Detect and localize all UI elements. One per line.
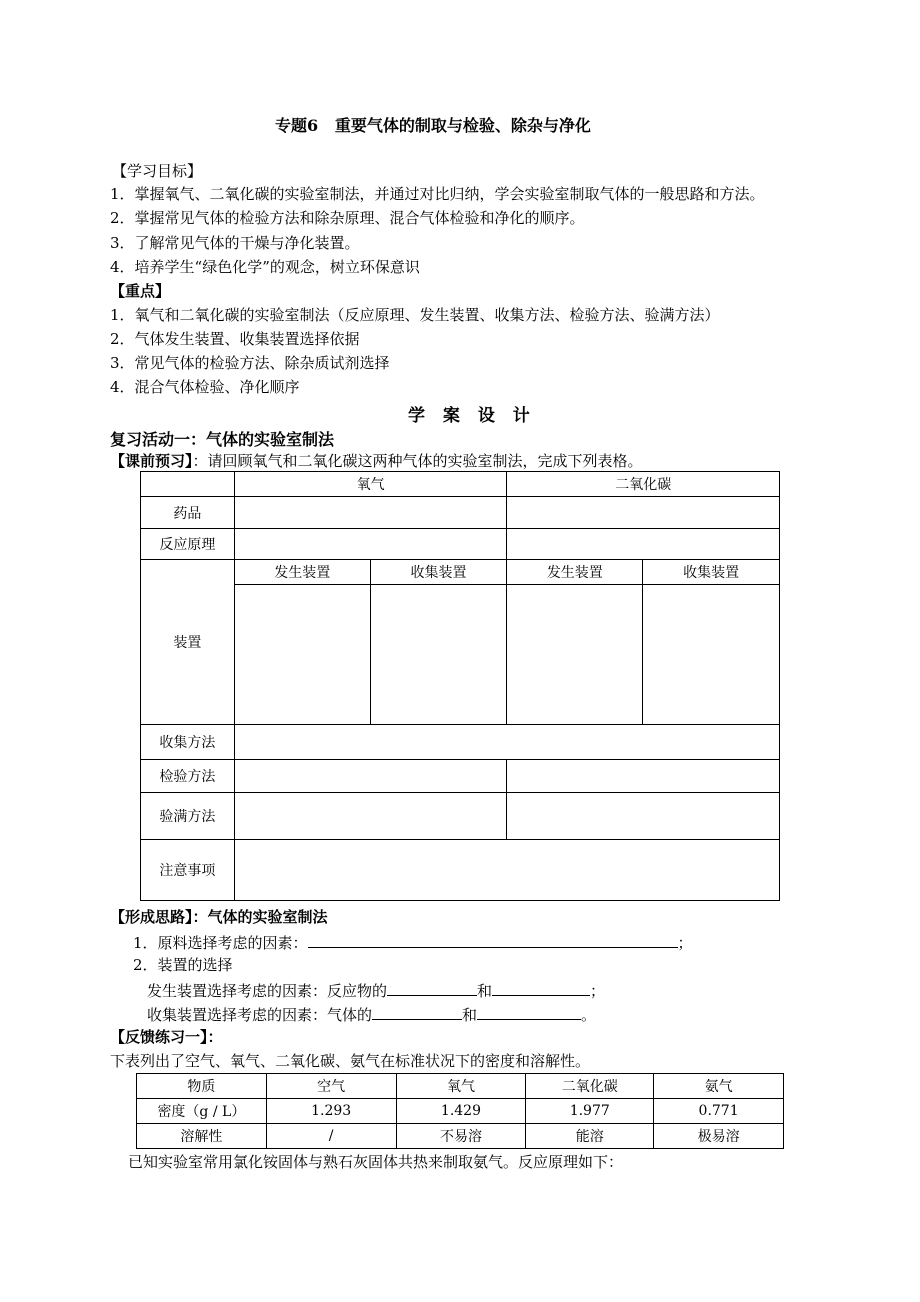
focus-item: 1．氧气和二氧化碳的实验室制法（反应原理、发生装置、收集方法、检验方法、验满方法）: [110, 306, 720, 324]
sub-header-co2-generate: 发生装置: [507, 560, 643, 585]
design-heading: 学 案 设 计: [408, 406, 536, 426]
cell-o2-drugs[interactable]: [234, 497, 507, 529]
cell-co2-collect[interactable]: [643, 585, 780, 725]
cell-o2-principle[interactable]: [234, 529, 507, 560]
thinking-label: 【形成思路】: [110, 908, 193, 926]
row-label-solubility: 溶解性: [137, 1124, 267, 1149]
gas-property-table: [136, 1073, 784, 1149]
collect-factor-line: [147, 1003, 596, 1025]
cell-co2-test[interactable]: [507, 760, 780, 793]
ammonia-prep-text: 已知实验室常用氯化铵固体与熟石灰固体共热来制取氨气。反应原理如下：: [128, 1153, 624, 1171]
row-label-collect-method: 收集方法: [141, 725, 235, 760]
density-ammonia: 0.771: [654, 1099, 784, 1124]
cell-co2-drugs[interactable]: [507, 497, 780, 529]
preview-label: 【课前预习】: [110, 452, 193, 470]
row-label-apparatus: 装置: [141, 560, 235, 725]
header-substance: 物质: [137, 1074, 267, 1099]
density-oxygen: 1.429: [396, 1099, 526, 1124]
solubility-ammonia: 极易溶: [654, 1124, 784, 1149]
thinking-text: ：气体的实验室制法: [192, 908, 328, 926]
focus-item: 3．常见气体的检验方法、除杂质试剂选择: [110, 354, 390, 372]
row-label-principle: 反应原理: [141, 529, 235, 560]
row-label-density: 密度（g / L）: [137, 1099, 267, 1124]
goal-item: 1．掌握氧气、二氧化碳的实验室制法，并通过对比归纳，学会实验室制取气体的一般思路和方法。: [110, 185, 765, 203]
table-corner: [141, 472, 235, 497]
material-factor-blank[interactable]: [308, 931, 678, 948]
thinking-item1-end: ；: [677, 934, 693, 952]
row-label-full-method: 验满方法: [141, 793, 235, 840]
generate-factor-blank-1[interactable]: [387, 979, 477, 996]
density-air: 1.293: [266, 1099, 396, 1124]
feedback-intro: 下表列出了空气、氧气、二氧化碳、氨气在标准状况下的密度和溶解性。: [110, 1052, 591, 1070]
sub-header-o2-collect: 收集装置: [370, 560, 507, 585]
feedback-line: [110, 1027, 223, 1047]
generate-factor-prefix: 发生装置选择考虑的因素：反应物的: [147, 982, 388, 1000]
generate-factor-mid: 和: [477, 982, 493, 1000]
solubility-air: /: [266, 1124, 396, 1149]
generate-factor-end: ；: [590, 982, 606, 1000]
cell-o2-test[interactable]: [234, 760, 507, 793]
goal-item: 2．掌握常见气体的检验方法和除杂原理、混合气体检验和净化的顺序。: [110, 209, 585, 227]
feedback-colon: ：: [207, 1028, 223, 1046]
header-ammonia: 氨气: [654, 1074, 784, 1099]
header-air: 空气: [266, 1074, 396, 1099]
collect-factor-end: 。: [581, 1006, 597, 1024]
header-oxygen: 氧气: [396, 1074, 526, 1099]
page-title: 专题6 重要气体的制取与检验、除杂与净化: [275, 116, 591, 135]
thinking-item1-text: 1．原料选择考虑的因素：: [133, 934, 308, 952]
feedback-label: 【反馈练习一】: [110, 1028, 208, 1046]
goal-item: 4．培养学生“绿色化学”的观念，树立环保意识: [110, 258, 420, 276]
cell-o2-collect[interactable]: [370, 585, 507, 725]
collect-factor-prefix: 收集装置选择考虑的因素：气体的: [147, 1006, 373, 1024]
solubility-oxygen: 不易溶: [396, 1124, 526, 1149]
lab-prep-table: [140, 471, 780, 901]
row-label-notes: 注意事项: [141, 840, 235, 901]
cell-collect-method[interactable]: [234, 725, 779, 760]
cell-o2-full[interactable]: [234, 793, 507, 840]
collect-factor-mid: 和: [462, 1006, 478, 1024]
thinking-line: [110, 907, 328, 927]
goal-item: 3．了解常见气体的干燥与净化装置。: [110, 234, 360, 252]
generate-factor-line: [147, 979, 605, 1001]
collect-factor-blank-1[interactable]: [372, 1003, 462, 1020]
cell-co2-principle[interactable]: [507, 529, 780, 560]
cell-notes[interactable]: [234, 840, 779, 901]
cell-o2-generate[interactable]: [234, 585, 370, 725]
goals-heading: 【学习目标】: [112, 162, 203, 180]
focus-item: 2．气体发生装置、收集装置选择依据: [110, 330, 360, 348]
collect-factor-blank-2[interactable]: [477, 1003, 581, 1020]
preview-line: [110, 451, 643, 471]
focus-item: 4．混合气体检验、净化顺序: [110, 378, 300, 396]
col-header-o2: 氧气: [234, 472, 507, 497]
thinking-item2: 2．装置的选择: [133, 956, 233, 974]
density-co2: 1.977: [526, 1099, 654, 1124]
row-label-test-method: 检验方法: [141, 760, 235, 793]
activity1-heading: 复习活动一：气体的实验室制法: [110, 430, 335, 449]
cell-co2-generate[interactable]: [507, 585, 643, 725]
sub-header-o2-generate: 发生装置: [234, 560, 370, 585]
col-header-co2: 二氧化碳: [507, 472, 780, 497]
row-label-drugs: 药品: [141, 497, 235, 529]
generate-factor-blank-2[interactable]: [492, 979, 590, 996]
sub-header-co2-collect: 收集装置: [643, 560, 780, 585]
thinking-item1: [133, 931, 693, 953]
focus-heading: 【重点】: [110, 282, 171, 300]
preview-text: ：请回顾氧气和二氧化碳这两种气体的实验室制法，完成下列表格。: [192, 452, 643, 470]
solubility-co2: 能溶: [526, 1124, 654, 1149]
cell-co2-full[interactable]: [507, 793, 780, 840]
header-co2: 二氧化碳: [526, 1074, 654, 1099]
